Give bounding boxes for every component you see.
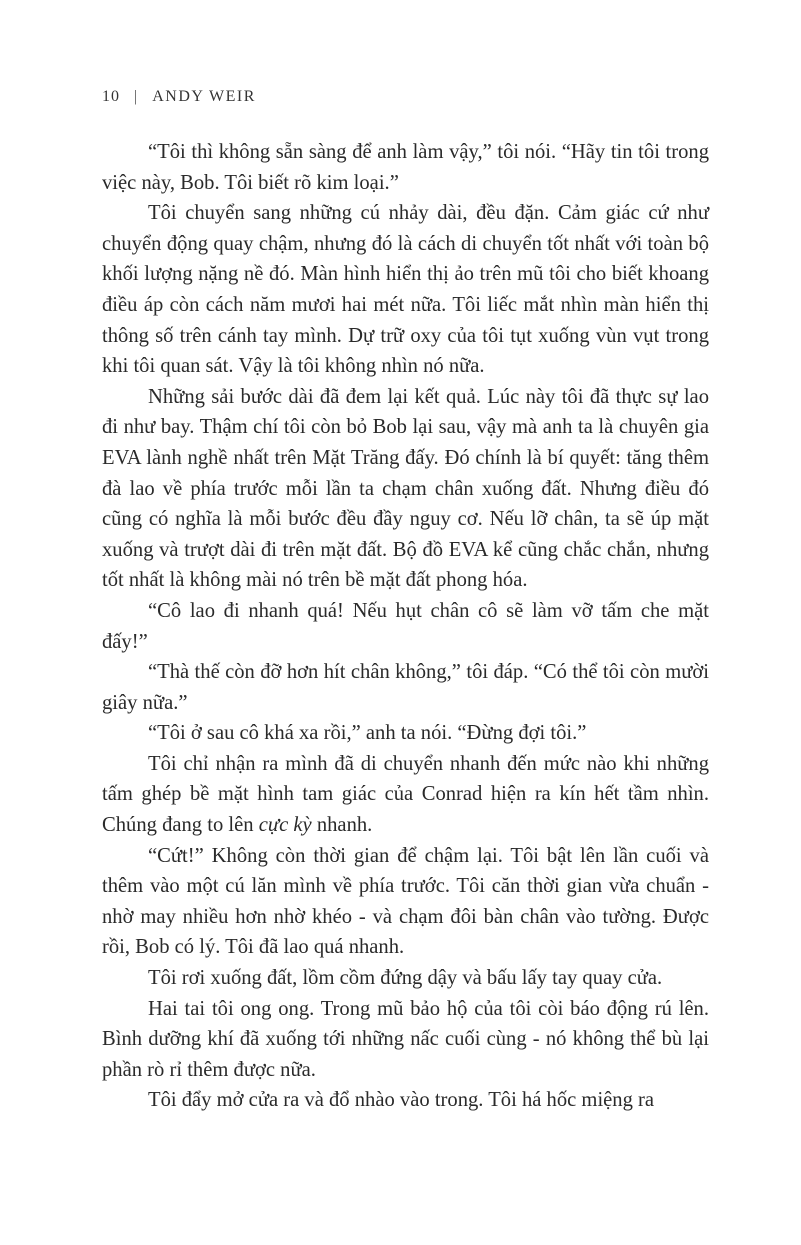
paragraph: Tôi đẩy mở cửa ra và đổ nhào vào trong. Tôi há hốc miệng ra [148,1089,655,1112]
paragraph: “Cứt!” Không còn thời gian để chậm lại. Tôi bật lên lần cuối và thêm vào một cú lăn mình về phía trước. Tôi căn thời gian vừa chuẩn - nhờ may nhiều hơn nhờ khéo - và chạm đôi bàn chân vào tường. Được rồi, Bob có lý. Tôi đã lao quá nhanh. [102,844,709,959]
paragraph: “Tôi ở sau cô khá xa rồi,” anh ta nói. “Đừng đợi tôi.” [148,722,587,745]
header-separator: | [134,88,139,105]
paragraph-text: Tôi chỉ nhận ra mình đã di chuyển nhanh đến mức nào khi những tấm ghép bề mặt hình tam giác của Conrad hiện ra kín hết tầm nhìn. Chúng đang to lên [102,752,709,837]
body-text [102,137,709,1116]
paragraph: “Tôi thì không sẵn sàng để anh làm vậy,” tôi nói. “Hãy tin tôi trong việc này, Bob. Tôi biết rõ kim loại.” [102,141,709,194]
paragraph: “Thà thế còn đỡ hơn hít chân không,” tôi đáp. “Có thể tôi còn mười giây nữa.” [102,661,709,714]
author-name: ANDY WEIR [152,88,256,105]
paragraph [102,749,709,841]
paragraph: “Cô lao đi nhanh quá! Nếu hụt chân cô sẽ làm vỡ tấm che mặt đấy!” [102,599,709,653]
emphasis-text: cực kỳ [258,814,312,837]
running-header [102,88,256,106]
paragraph: Tôi rơi xuống đất, lồm cồm đứng dậy và bấu lấy tay quay cửa. [148,967,663,990]
page-number: 10 [102,88,120,105]
paragraph: Tôi chuyển sang những cú nhảy dài, đều đặn. Cảm giác cứ như chuyển động quay chậm, nhưng đó là cách di chuyển tốt nhất với toàn bộ khối lượng nặng nề đó. Màn hình hiển thị ảo trên mũ tôi cho biết khoang điều áp còn cách năm mươi hai mét nữa. Tôi liếc mắt nhìn màn hiển thị thông số trên cánh tay mình. Dự trữ oxy của tôi tụt xuống vùn vụt trong khi tôi quan sát. Vậy là tôi không nhìn nó nữa. [102,202,709,378]
paragraph: Những sải bước dài đã đem lại kết quả. Lúc này tôi đã thực sự lao đi như bay. Thậm chí tôi còn bỏ Bob lại sau, vậy mà anh ta là chuyên gia EVA lành nghề nhất trên Mặt Trăng đấy. Đó chính là bí quyết: tăng thêm đà lao về phía trước mỗi lần ta chạm chân xuống đất. Nhưng điều đó cũng có nghĩa là mỗi bước đều đầy nguy cơ. Nếu lỡ chân, ta sẽ úp mặt xuống và trượt dài đi trên mặt đất. Bộ đồ EVA kể cũng chắc chắn, nhưng tốt nhất là không mài nó trên bề mặt đất phong hóa. [102,385,709,592]
paragraph: Hai tai tôi ong ong. Trong mũ bảo hộ của tôi còi báo động rú lên. Bình dưỡng khí đã xuống tới những nấc cuối cùng - nó không thể bù lại phần rò rỉ thêm được nữa. [102,997,709,1081]
paragraph-text: nhanh. [311,814,373,837]
